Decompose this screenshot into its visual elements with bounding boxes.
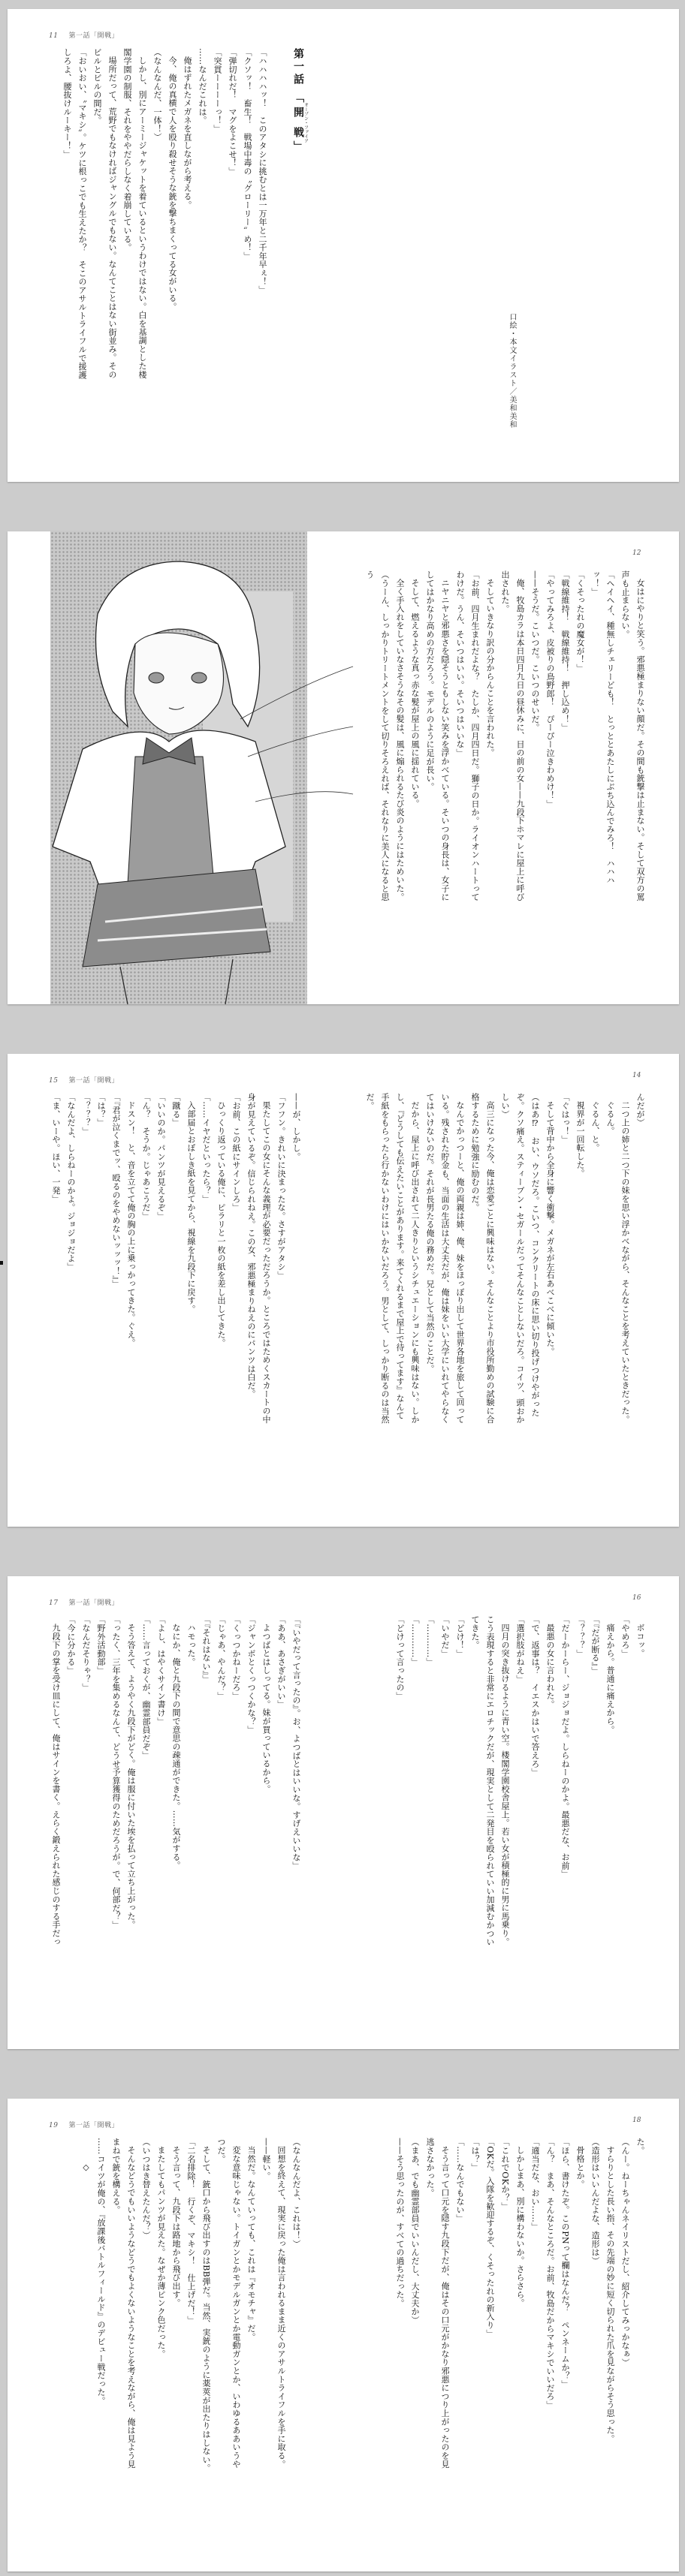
paragraph: 「野外活動部」 (96, 1615, 106, 1675)
paragraph: 「ったく、三年を集めるなんて、どうせ予算獲得のためだろうが。で、何部だ？」 (111, 1615, 121, 1930)
paragraph: 全く手入れをしていなさそうなその髪は、風に煽られるたび炎のようにはためいた。 (395, 579, 405, 901)
paragraph: ボコッ。 (635, 1624, 645, 1658)
paragraph: ——そうだ。こいつだ。こいつのせいだ。 (530, 570, 540, 732)
paragraph: ニヤニヤと邪悪さを隠そうともしない笑みを浮かべている。そいつの身長は、女子にしてはかなり高めの方だろう。モデルのように足が長い。 (425, 570, 450, 901)
paragraph: （なんなんだ、一体！） (152, 48, 162, 142)
spread-pages-14-15 (8, 1054, 679, 1527)
paragraph: 「『いやだって言ったの』。お、よつばとはいいな。すげえいいな」 (291, 1615, 301, 1870)
paragraph: 最悪の女に言われた。 (545, 1624, 555, 1708)
paragraph: た。 (635, 2138, 645, 2155)
page-text (385, 2138, 647, 2472)
paragraph: 「お前、この紙にサインしろ」 (231, 1093, 241, 1212)
paragraph: そんなどうでもいいようなどうでもよくないようなことを考えながら、俺は見よう見まねで銃を構える。 (111, 2138, 136, 2469)
paragraph: （いつはき替えたんだ？） (141, 2138, 151, 2240)
paragraph: 「ジャンボとくっつくかな？」 (246, 1615, 256, 1735)
chapter-label: 第一話「開戦」 (68, 32, 119, 40)
page-text (44, 2138, 303, 2472)
paragraph: 女はにやりと笑う。邪悪極まりない顔だ。その間も銃撃は止まない。そして双方の罵声も止まらない。 (620, 570, 645, 901)
paragraph: 「これでOKか？」 (500, 2138, 510, 2210)
paragraph: ぐるん。 (605, 1101, 615, 1136)
spread-pages-10-11 (8, 9, 679, 482)
paragraph: （造形はいいんだよな、造形は） (590, 2138, 600, 2265)
paragraph: 「選択肢がねえ」 (515, 1615, 525, 1684)
paragraph: 「『それはない』」 (201, 1615, 211, 1684)
paragraph: またしてもパンツが見えた。なぜか薄ピンク色だった。 (156, 2146, 166, 2358)
paragraph: 「適当だな、おい……」 (530, 2138, 540, 2231)
paragraph: （んー。ねーちゃんネイリストだし、紹介してみっかなぁ） (620, 2138, 630, 2367)
chapter-name (292, 102, 309, 143)
page-text (44, 1093, 303, 1428)
paragraph: 「どけ！」 (455, 1615, 465, 1658)
paragraph: 俺はずれたメガネを直しながら考える。 (183, 56, 192, 209)
paragraph: 「戦線維持！ 戦線維持！ 押し込め！」 (560, 570, 570, 732)
paragraph: 「ま、いーや。ほい、一発」 (51, 1093, 61, 1203)
page-number: 11 (49, 32, 59, 40)
paragraph: 「ん？ まあ、そんなところだ。お前、牧島だからマキシでいいだろ」 (545, 2138, 555, 2409)
paragraph: 「蹴る」 (171, 1093, 181, 1127)
paragraph: 「くそったれの魔女が！」 (575, 570, 585, 673)
paragraph: 「よし、はやくサイン書け」 (156, 1615, 166, 1726)
paragraph: 「で、返事は？ イエスかはいで答えろ」 (530, 1615, 540, 1777)
paragraph: 「じゃあ、やんだ？」 (216, 1615, 226, 1700)
paragraph: 果たしてこの女にそんな義理が必要だっただろうか。ところではためくスカートの中身が見えているぞ。信じられねえ。この女、邪悪極まりねえのにパンツは白だ。 (246, 1093, 271, 1424)
paragraph: （うーん、しっかりトリートメントをして切りそろえれば、それなりに美人になると思う (365, 570, 390, 901)
spread-pages-18-19 (8, 2099, 679, 2571)
paragraph: 九段下の掌を受け皿にして、俺はサインを書く。えらく鍛えられた感じのする手だっ (51, 1624, 61, 1946)
paragraph: 二つ上の姉と二つ下の妹を思い浮かべながら、そんなことを考えていたときだった。 (620, 1101, 630, 1424)
page-text (365, 570, 647, 905)
paragraph: 「いやだ」 (440, 1615, 450, 1658)
paragraph: そして背中から全身に響く衝撃。メガネが左右あべこべに傾いた。 (545, 1101, 555, 1356)
paragraph: 今、俺の真横で人を殴り殺せそうな銃を撃ちまくってる女がいる。 (167, 56, 177, 311)
paragraph: 回想を終えて、現実に戻った俺は言われるまま近くのアサルトライフルを手に取る。 (276, 2146, 286, 2469)
paragraph: 「なんだそりゃ？」 (81, 1615, 91, 1692)
paragraph: 入部届とおぼしき紙を見てから、視線を九段下に戻す。 (186, 1101, 196, 1314)
paragraph: 視界が一回転した。 (575, 1101, 585, 1178)
paragraph: 変な意味じゃない。トイガンとかモデルガンとか電動ガンとか、いわゆるああいうやつだ。 (216, 2138, 241, 2469)
paragraph: 「お前、四月生まれだよな？ たしか、四月四日だ。獅子の日か。ライオンハートってわけだ。うん、そいつはいい。そいつはいいな」 (455, 570, 480, 901)
paragraph: 「二名排除！ 行くぞ、マキシ！ 仕上げだ！」 (186, 2138, 196, 2325)
running-head (49, 30, 119, 40)
paragraph: ……コイツが俺の、『放課後バトルフィールド』のデビュー戦だった。 (96, 2138, 106, 2406)
illustration-credit: 口絵・本文イラスト／美和美和 (508, 313, 516, 429)
paragraph: そう言って口元を隠す九段下だが、俺はその口元がかなり邪悪につり上がったのを見逃さなかった。 (425, 2138, 450, 2469)
paragraph: 「やってみろよ、皮被りの鳥野郎！ ぴーぴー泣きわめけ！」 (545, 570, 555, 808)
paragraph: 「フフン。きれいに決まったな。さすがアタシ」 (276, 1093, 286, 1280)
paragraph: 骨格とか。 (575, 2146, 585, 2189)
paragraph: しかし、別にアーミージャケットを着ているというわけではない。白を基調とした楼閣学園の制服、それをややだらしなく着崩している。 (122, 48, 147, 379)
page-number: 18 (632, 2117, 641, 2124)
paragraph: そう言って、九段下は路地から飛び出す。 (171, 2146, 181, 2307)
paragraph: 「弾切れだ！ マグをよこせ！」 (228, 48, 237, 176)
paragraph: 「……なんでもない」 (455, 2138, 465, 2222)
character-illustration-drawing (8, 531, 353, 1004)
paragraph: 「ぐはっ！」 (560, 1093, 570, 1144)
paragraph: 「だーかーらー、ジョジョだよ。しらねーのかよ。最悪だな、お前」 (560, 1615, 570, 1879)
paragraph: 痛えから。普通に痛えから。 (605, 1624, 615, 1734)
page-text (44, 48, 270, 383)
spread-pages-16-17 (8, 1576, 679, 2049)
paragraph: すらりとした長い指、その先端の妙に短く切られた爪を見ながらそう思った。 (605, 2146, 615, 2443)
paragraph: 「どけって言ったの」 (395, 1615, 405, 1700)
page-number: 17 (49, 1599, 59, 1607)
page-number: 19 (49, 2122, 59, 2129)
bracket-open: 「 (292, 92, 304, 105)
paragraph: 「……言っておくが、幽霊部員だぞ」 (141, 1615, 151, 1760)
paragraph: 「クソッ！ 畜生！ 戦場中毒の〝グローリー〟め！」 (243, 48, 252, 260)
paragraph: そしていきなり訳の分からんことを言われた。 (485, 579, 495, 757)
chapter-label: 第一話「開戦」 (68, 1599, 119, 1607)
page-text (44, 1615, 303, 1950)
running-head (49, 2120, 119, 2129)
paragraph: 高三になった今、俺は恋愛ごとに興味はない。そんなことより市役所勤めの試験に合格するために勉強に励むのだ。 (470, 1093, 495, 1424)
paragraph: 「…………」 (425, 1615, 435, 1666)
paragraph: ——が、しかし。 (291, 1093, 301, 1161)
spread-pages-12-13 (8, 531, 679, 1004)
paragraph: 「ハハハハッ！ このアタシに挑むとは一万年と二千年早ぇ！」 (258, 48, 267, 294)
chapter-label: 第一話「開戦」 (68, 2122, 119, 2129)
chapter-label: 第一話「開戦」 (68, 1077, 119, 1085)
paragraph: ドスン！ と、音を立てて俺の胸の上に乗っかってきた。ぐえ。 (126, 1101, 136, 1347)
page-number: 15 (49, 1077, 59, 1085)
paragraph: なんでかっつーと、俺の両親は姉、俺、妹をほっぽり出して世界各地を旅して回っている。残された貯金も、当面の生活は大丈夫だが、俺は妹をいい大学にいれてやらなくてはいけないのだ。それが長男たる俺の務めだ。兄として当然のことだ。 (425, 1093, 465, 1424)
paragraph: ひっくり返っている俺に、ピラリと一枚の紙を差し出してきた。 (216, 1101, 226, 1347)
paragraph: 「おいおい、〝マキシ〟。ケツに根っこでも生えたか？ そこのアサルトライフルで援護しろよ、腰抜けルーキー！」 (62, 48, 87, 379)
paragraph: 「…………」 (410, 1615, 420, 1666)
paragraph: 「突貫ーーーーっ！」 (213, 48, 222, 133)
paragraph: なにか、俺と九段下の間で意思の疎通ができた。……気がする。 (171, 1624, 181, 1870)
paragraph: 「いいのか。パンツが見えるぞ」 (156, 1093, 166, 1220)
paragraph: 「くっつかねーだろ」 (231, 1615, 241, 1700)
paragraph: 俺、牧島カラは本日四月九日の昼休みに、目の前の女——九段下ホマレに屋上に呼び出された。 (500, 570, 525, 901)
paragraph: （まあ、でも幽霊部員でいいんだし、大丈夫か） (410, 2138, 420, 2325)
paragraph: 「は？」 (470, 2138, 480, 2172)
paragraph: しかしまあ、別に構わないか。さらさら。 (515, 2146, 525, 2307)
scroll-marker (0, 1261, 3, 1265)
paragraph: 「OKだ。入隊を歓迎するぞ、くそったれの新入り」 (485, 2138, 495, 2338)
paragraph: 当然だ。なんていっても、これは『オモチャ』だ。 (246, 2146, 256, 2341)
paragraph: （はあ⁉ おい、ウソだろ。こいつ、コンクリートの床に思い切り投げつけやがったぞ。クソ痛え。スティーブン・セガールだってそんなことしないだろ。コイツ、頭おかしい） (500, 1093, 540, 1424)
paragraph: そして、銃口から飛び出すのはBB弾だ。当然、実銃のように薬莢が出たりはしない。 (201, 2146, 211, 2472)
paragraph: 四月の突き抜けるように青い空。楼閣学園校舎屋上。若い女が積極的に男に馬乗り。こう表現すると非常にエロチックだが、現実として二発目を殴られていい加減むかついてきた。 (470, 1615, 510, 1946)
page-number: 16 (632, 1594, 641, 1602)
paragraph: 「やめろ」 (620, 1615, 630, 1658)
paragraph: んだが） (635, 1093, 645, 1127)
page-text (385, 1615, 647, 1950)
running-head (49, 1597, 119, 1607)
page-number: 14 (632, 1072, 641, 1079)
paragraph: 場所だって、荒野でもなければジャングルでもない。なんてことはない街並み。そのビルとビルの間だ。 (92, 48, 117, 379)
paragraph: ◇ (81, 2162, 91, 2173)
paragraph: 「今に分かる」 (66, 1615, 76, 1675)
paragraph: ぐるん、と。 (590, 1101, 600, 1152)
paragraph: 「ヘイヘイ、種無しチェリーども！ とっととあたしにぶち込んでみろ！ ハハハッ！」 (590, 570, 615, 885)
chapter-name-ruby: オープン・ファイア (303, 102, 309, 143)
paragraph: ——軽い。 (261, 2138, 271, 2180)
running-head (49, 1075, 119, 1085)
bracket-close: 」 (292, 140, 304, 154)
paragraph: ——そう思ったのが、すべての過ちだった。 (395, 2138, 405, 2307)
paragraph: ……なんだこれは。 (198, 48, 207, 125)
page-text (365, 1093, 647, 1428)
paragraph: 「ああ、あさぎがいい」 (276, 1615, 286, 1709)
paragraph: 「……イヤだといったら？」 (201, 1093, 211, 1203)
paragraph: だから、屋上に呼び出されて二人きりというシチュエーションにも興味はない。しかし、『どうしても伝えたいことがあります。来てくれるまで屋上で待ってます』なんて手紙をもらったら行かないわけにはいかないだろう。男として、しっかり断るのは当然だ。 (365, 1093, 420, 1424)
paragraph: 「なんだよ、しらねーのかよ。ジョジョだよ」 (66, 1093, 76, 1271)
paragraph: 「？？？」 (575, 1615, 585, 1658)
paragraph: 「ほら、書けたぞ。このPNって欄はなんだ？ ペンネームか？」 (560, 2138, 570, 2389)
paragraph: そう答えて、ようやく九段下がどく。俺は服に付いた埃を払って立ち上がった。 (126, 1624, 136, 1929)
character-illustration (50, 531, 307, 1004)
paragraph: 「『だが断る』」 (590, 1615, 600, 1675)
paragraph: （なんなんだよ、これは！） (291, 2138, 301, 2248)
chapter-name-text: 開戦 (292, 102, 304, 143)
paragraph: よつばとはしってる。妹が買っているから。 (261, 1624, 271, 1793)
page-number: 12 (632, 549, 641, 557)
chapter-title (291, 48, 308, 154)
paragraph: 「？？？」 (81, 1093, 91, 1136)
paragraph: そして、燃えるような真っ赤な髪が屋上の風に揺れている。 (410, 579, 420, 808)
chapter-number: 第一話 (292, 48, 304, 86)
paragraph: 「は？」 (96, 1093, 106, 1127)
paragraph: ハモった。 (186, 1624, 196, 1666)
paragraph: 「『君が泣くまでッ、殴るのをやめないッッッ！』」 (111, 1093, 121, 1289)
paragraph: 「ん？ そうか。じゃあこうだ」 (141, 1093, 151, 1220)
